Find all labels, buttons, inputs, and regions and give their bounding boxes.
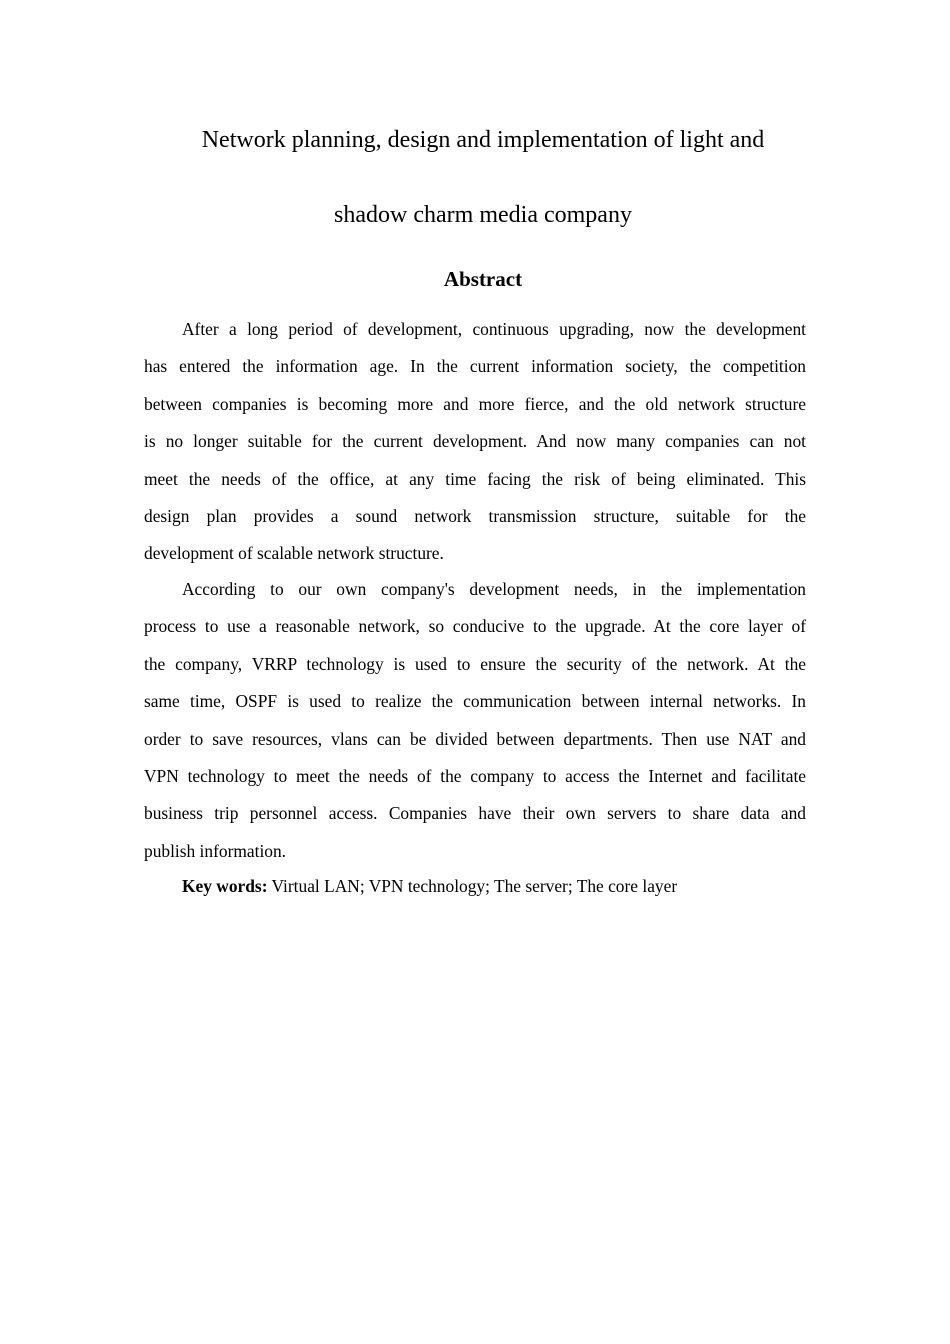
abstract-heading: Abstract [443,267,523,291]
paragraph-line: According to our own company's development needs, in the implementation [182,579,806,599]
paragraph-line: After a long period of development, continuous upgrading, now the development [182,319,806,339]
keywords-text: Virtual LAN; VPN technology; The server; The core layer [267,876,678,896]
paragraph-line: between companies is becoming more and more fierce, and the old network structure [144,393,806,414]
title-line-1: Network planning, design and implementation of light and [201,127,765,153]
paragraph-line: development of scalable network structure. [144,543,444,564]
paragraph-line: same time, OSPF is used to realize the communication between internal networks. In [144,691,806,712]
abstract-paragraph-2 [144,571,806,870]
paragraph-line: order to save resources, vlans can be divided between departments. Then use NAT and [144,728,806,749]
paragraph-line: VPN technology to meet the needs of the company to access the Internet and facilitate [144,766,806,787]
paragraph-line: meet the needs of the office, at any time facing the risk of being eliminated. This [144,468,806,489]
paragraph-line: business trip personnel access. Companies have their own servers to share data and [144,803,806,824]
paragraph-line: publish information. [144,840,287,861]
abstract-paragraph-1 [144,311,806,573]
keywords-line [144,868,806,905]
paragraph-line: design plan provides a sound network transmission structure, suitable for the [144,506,806,527]
keywords-label: Key words: [182,876,268,896]
title-line-2: shadow charm media company [334,202,632,228]
paragraph-line: is no longer suitable for the current development. And now many companies can not [144,431,806,452]
paragraph-line: has entered the information age. In the current information society, the competition [144,356,806,377]
paragraph-line: the company, VRRP technology is used to ensure the security of the network. At the [144,653,806,674]
paragraph-line: process to use a reasonable network, so conducive to the upgrade. At the core layer of [144,616,806,637]
